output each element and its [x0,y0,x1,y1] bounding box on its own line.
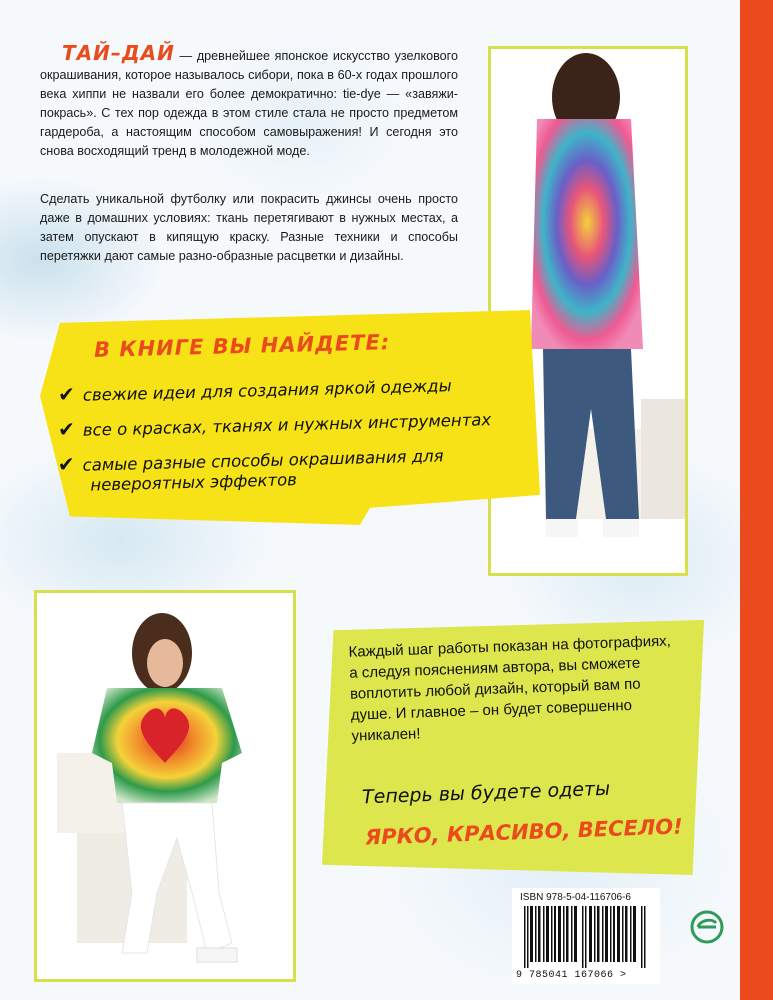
publisher-logo-icon [690,910,724,944]
intro-paragraph [40,41,458,161]
isbn-label: ISBN 978-5-04-116706-6 [520,892,631,903]
feature-item: ✔ самые разные способы окрашивания для невероятных эффектов [58,440,549,496]
barcode-digits: 9 785041 167066 > [516,970,627,981]
barcode-bars [520,906,652,968]
second-paragraph: Сделать уникальной футболку или покрасить джинсы очень просто даже в домашних условиях: ткань перетягивают в нужных местах, а затем опускают в кипящую краску. Разные техники и способы перетяжки дают самые разно-образные расцветки и дизайны. [40,192,458,263]
isbn-barcode [512,888,660,984]
feature-item: ✔ все о красках, тканях и нужных инструментах [57,410,492,442]
card-text: Каждый шаг работы показан на фотографиях, а следуя пояснениям автора, вы сможете воплотить любой дизайн, который вам по душе. И главное – он будет совершенно уникален! [348,632,672,745]
feature-item: ✔ свежие идеи для создания яркой одежды [57,376,452,407]
heart-shirt-illustration [37,593,293,979]
check-icon: ✔ [57,381,76,407]
check-icon: ✔ [57,416,76,442]
photo-heart-shirt-model [34,590,296,982]
banner-title: В КНИГЕ ВЫ НАЙДЕТЕ: [93,330,391,362]
intro-accent: ТАЙ–ДАЙ [62,41,175,65]
intro-body: — древнейшее японское искусство узелкового окрашивания, которое называлось сибори, пока в 60-х годах прошлого века хиппи не назвали его более демократично: tie-dye — «завяжи-покрась». С тех пор одежда в этом стиле стала не просто предметом гардероба, а настоящим способом самовыражения! И сегодня это снова восходящий тренд в молодежной моде. [40,49,458,158]
tagline: Теперь вы будете одеты [361,777,611,809]
feature-item-continuation: невероятных эффектов [90,470,298,495]
slogan: ЯРКО, КРАСИВО, ВЕСЕЛО! [364,814,684,850]
spine-stripe [740,0,773,1000]
check-icon: ✔ [57,451,75,477]
